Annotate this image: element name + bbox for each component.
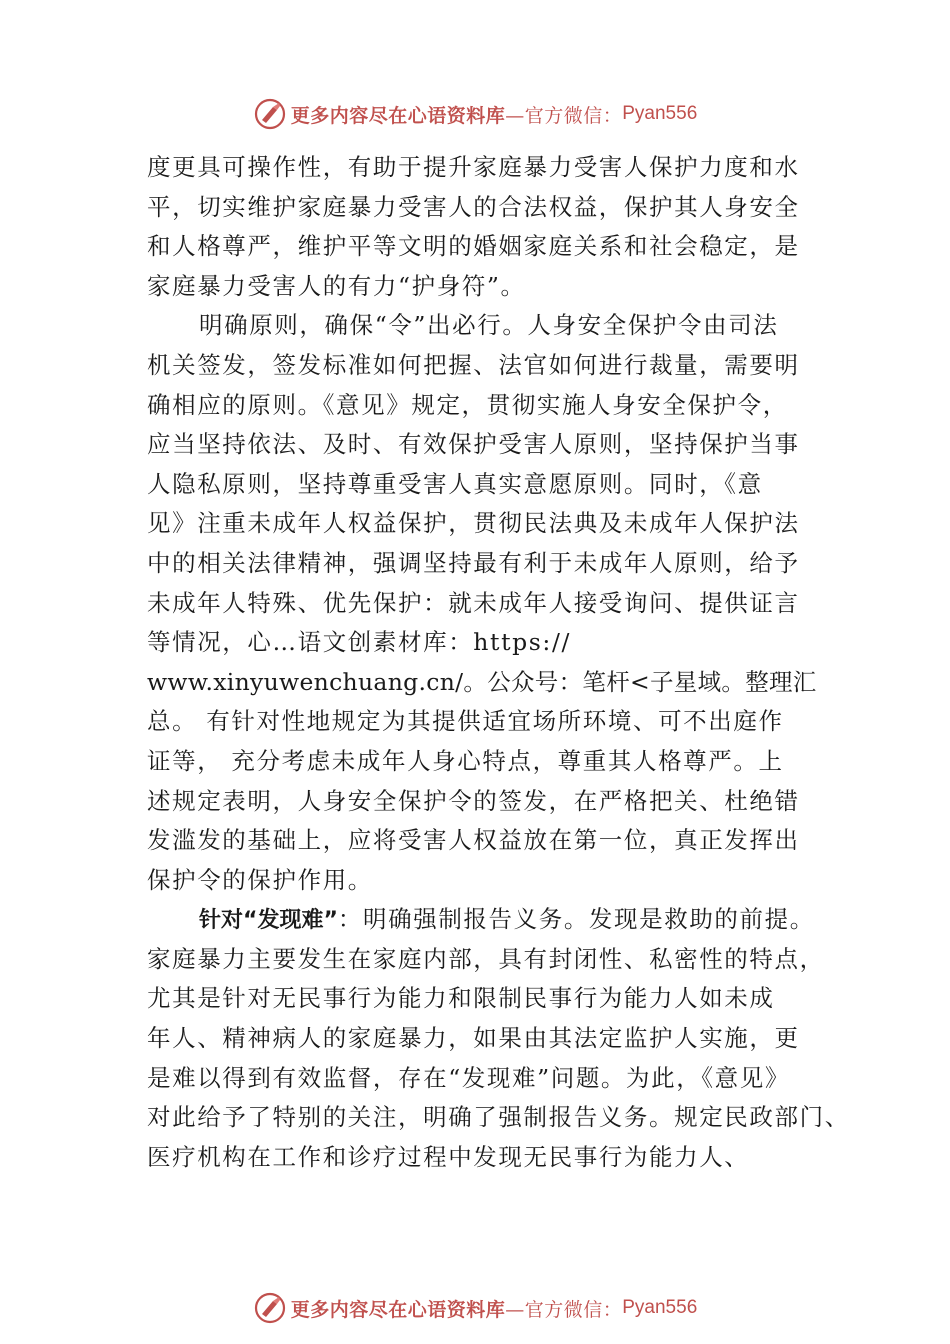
text-line: 度更具可操作性，有助于提升家庭暴力受害人保护力度和水 xyxy=(147,153,800,181)
text-line: 发滥发的基础上，应将受害人权益放在第一位，真正发挥出 xyxy=(147,826,800,855)
text-line: 家庭暴力主要发生在家庭内部，具有封闭性、私密性的特点， xyxy=(147,944,825,973)
text-line: 家庭暴力受害人的有力“护身符”。 xyxy=(147,271,526,300)
text-line: 中的相关法律精神，强调坚持最有利于未成年人原则，给予 xyxy=(147,548,800,577)
text-line: 是难以得到有效监督，存在“发现难”问题。为此，《意见》 xyxy=(147,1063,790,1092)
text-line: 总。 有针对性地规定为其提供适宜场所环境、可不出庭作 xyxy=(147,707,784,736)
text-line: 见》注重未成年人权益保护，贯彻民法典及未成年人保护法 xyxy=(147,509,800,538)
text-line: 述规定表明，人身安全保护令的签发，在严格把关、杜绝错 xyxy=(147,786,800,815)
text-line: 未成年人特殊、优先保护：就未成年人接受询问、提供证言 xyxy=(147,588,800,617)
document-body xyxy=(147,148,850,1177)
text-line: 平，切实维护家庭暴力受害人的合法权益，保护其人身安全 xyxy=(147,192,800,221)
text-line: 尤其是针对无民事行为能力和限制民事行为能力人如未成 xyxy=(147,984,775,1013)
logo-icon xyxy=(253,97,287,131)
paragraph-start-line: 明确原则，确保“令”出必行。人身安全保护令由司法 xyxy=(199,311,779,340)
header-banner xyxy=(0,94,950,134)
text-line: 证等， 充分考虑未成年人身心特点，尊重其人格尊严。上 xyxy=(147,746,784,775)
banner-main-text: 更多内容尽在心语资料库 xyxy=(290,1298,506,1321)
text-line: 等情况，心…语文创素材库：https:// xyxy=(147,628,571,657)
banner-main-text: 更多内容尽在心语资料库 xyxy=(290,104,506,127)
section-heading: 针对“发现难” xyxy=(199,908,338,934)
footer-banner xyxy=(0,1288,950,1328)
text-line: 保护令的保护作用。 xyxy=(147,865,373,894)
banner-wechat-id: Pyan556 xyxy=(622,1297,698,1318)
banner-wechat-id: Pyan556 xyxy=(622,103,698,124)
banner-sub-text: —官方微信： xyxy=(505,104,623,127)
text-line: 对此给予了特别的关注，明确了强制报告义务。规定民政部门、 xyxy=(147,1103,850,1132)
text-line: 确相应的原则。《意见》规定，贯彻实施人身安全保护令， xyxy=(147,390,788,419)
text-line: 医疗机构在工作和诊疗过程中发现无民事行为能力人、 xyxy=(147,1142,750,1171)
text-line: 和人格尊严，维护平等文明的婚姻家庭关系和社会稳定，是 xyxy=(147,232,800,261)
text-line: 年人、精神病人的家庭暴力，如果由其法定监护人实施，更 xyxy=(147,1024,800,1053)
heading-rest-text: ：明确强制报告义务。发现是救助的前提。 xyxy=(337,905,815,934)
heading-line xyxy=(147,900,815,940)
text-line: www.xinyuwenchuang.cn/。公众号：笔杆<子星域。整理汇 xyxy=(147,667,817,696)
text-line: 机关签发，签发标准如何把握、法官如何进行裁量，需要明 xyxy=(147,350,800,379)
banner-sub-text: —官方微信： xyxy=(505,1298,623,1321)
text-line: 应当坚持依法、及时、有效保护受害人原则，坚持保护当事 xyxy=(147,430,800,459)
logo-icon xyxy=(253,1291,287,1325)
text-line: 人隐私原则，坚持尊重受害人真实意愿原则。同时，《意 xyxy=(147,469,763,498)
